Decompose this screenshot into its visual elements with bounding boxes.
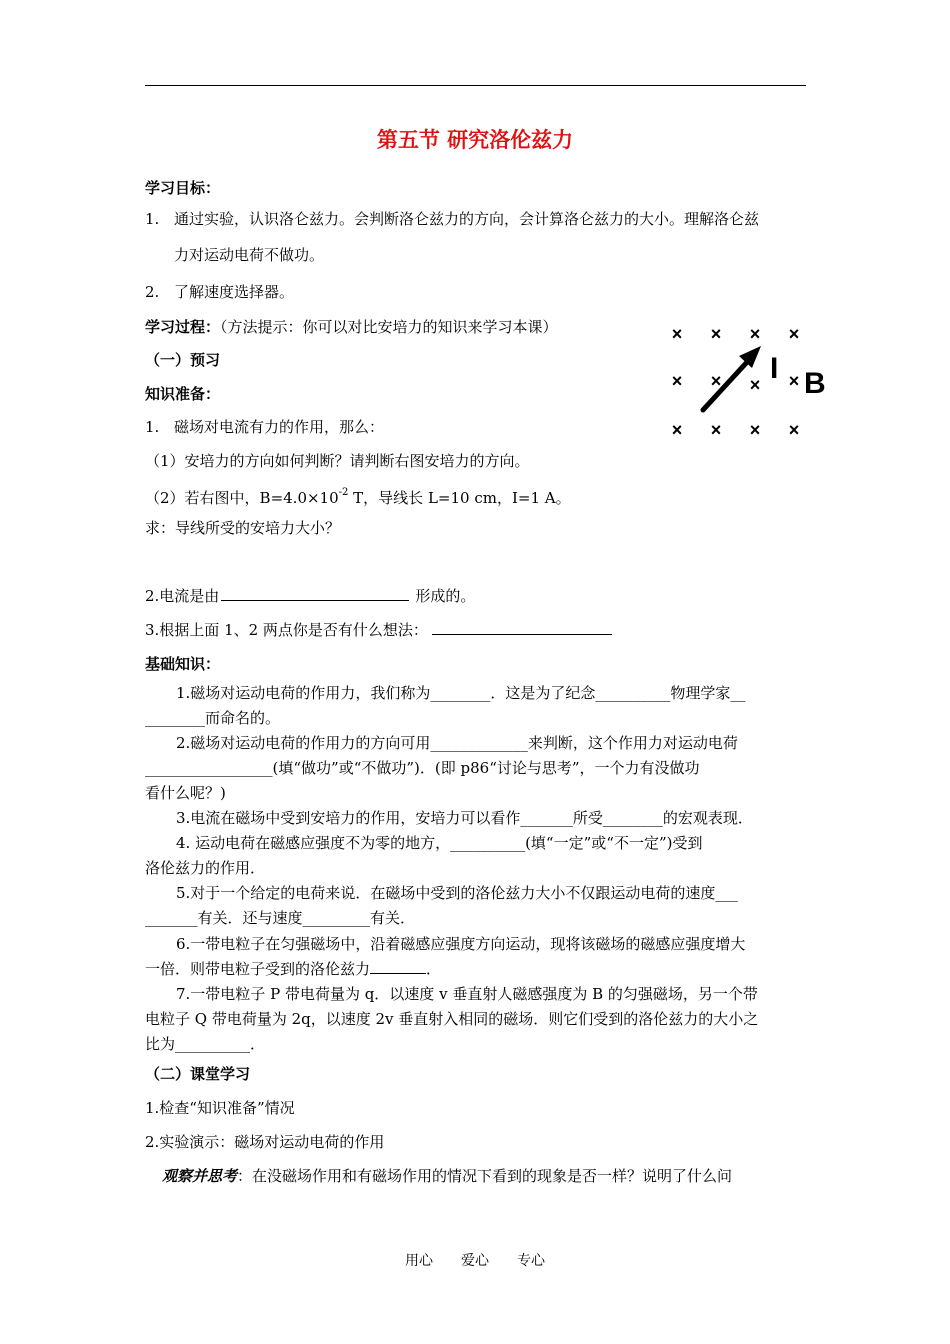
prep-q1b-post: T，导线长 L=10 cm，I=1 A。 xyxy=(348,489,571,507)
prep-q1b-pre: （2）若右图中，B=4.0×10 xyxy=(145,489,339,507)
field-cross-icon: × xyxy=(710,420,722,440)
basics-2-line-3: 看什么呢？) xyxy=(145,784,226,802)
basics-6-line-1: 6.一带电粒子在匀强磁场中，沿着磁感应强度方向运动，现将该磁场的磁感应强度增大 xyxy=(176,935,746,953)
prep-q2-post: 形成的。 xyxy=(415,587,476,605)
basics-6-line-2-pre: 一倍．则带电粒子受到的洛伦兹力 xyxy=(145,960,371,978)
goal-2-number: 2. xyxy=(145,283,160,301)
goals-heading: 学习目标： xyxy=(145,179,221,197)
page-title: 第五节 研究洛伦兹力 xyxy=(376,127,574,152)
footer-word-2: 爱心 xyxy=(461,1253,489,1269)
field-cross-icon: × xyxy=(788,324,800,344)
footer-word-1: 用心 xyxy=(405,1253,433,1269)
field-cross-icon: × xyxy=(788,420,800,440)
prep-q3-blank xyxy=(432,619,612,635)
basics-3: 3.电流在磁场中受到安培力的作用，安培力可以看作_______所受________的宏观表现． xyxy=(176,809,753,827)
goal-1-line-2: 力对运动电荷不做功。 xyxy=(174,246,325,264)
goal-2: 了解速度选择器。 xyxy=(174,283,295,301)
basics-7-line-1: 7.一带电粒子 P 带电荷量为 q．以速度 v 垂直射人磁感强度为 B 的匀强磁场，另一个带 xyxy=(176,985,758,1003)
process-hint: （方法提示：你可以对比安培力的知识来学习本课） xyxy=(220,318,558,336)
field-label: B xyxy=(804,367,826,400)
classroom-item-2: 2.实验演示：磁场对运动电荷的作用 xyxy=(145,1133,385,1151)
prep-q1a: （1）安培力的方向如何判断？请判断右图安培力的方向。 xyxy=(145,452,530,470)
footer-word-3: 专心 xyxy=(517,1253,545,1269)
prep-q2-pre: 2.电流是由 xyxy=(145,587,220,605)
field-cross-icon: × xyxy=(671,324,683,344)
goal-1-line-1: 通过实验，认识洛仑兹力。会判断洛仑兹力的方向，会计算洛仑兹力的大小。理解洛仑兹 xyxy=(174,210,760,228)
preview-heading: （一）预习 xyxy=(145,351,221,369)
basics-1-line-2: ________而命名的。 xyxy=(145,709,281,727)
classroom-item-1: 1.检查“知识准备”情况 xyxy=(145,1099,295,1117)
prep-q2-blank xyxy=(221,585,409,601)
field-cross-icon: × xyxy=(749,375,761,395)
basics-heading: 基础知识： xyxy=(145,655,221,673)
prep-q1b-exponent: -2 xyxy=(338,487,349,498)
process-heading: 学习过程： xyxy=(145,318,221,336)
prep-q3 xyxy=(145,619,612,641)
magnetic-field-figure xyxy=(660,318,840,448)
basics-2-line-1: 2.磁场对运动电荷的作用力的方向可用_____________来判断，这个作用力对运动电荷 xyxy=(176,734,738,752)
prep-q3-text: 3.根据上面 1、2 两点你是否有什么想法： xyxy=(145,621,428,639)
basics-7-line-2: 电粒子 Q 带电荷量为 2q，以速度 2v 垂直射入相同的磁场．则它们受到的洛伦兹力的大小之 xyxy=(145,1010,759,1028)
header-rule xyxy=(145,85,806,86)
basics-5-line-2: _______有关．还与速度_________有关． xyxy=(145,909,416,927)
prep-q1: 磁场对电流有力的作用，那么： xyxy=(174,418,385,436)
field-cross-icon: × xyxy=(749,420,761,440)
field-cross-icon: × xyxy=(671,420,683,440)
prep-q2 xyxy=(145,585,475,607)
basics-4-line-1: 4. 运动电荷在磁感应强度不为零的地方，__________(填“一定”或“不一定”)受到 xyxy=(176,834,703,852)
field-cross-icon: × xyxy=(710,371,722,391)
basics-7-line-3: 比为__________． xyxy=(145,1035,266,1053)
field-cross-icon: × xyxy=(710,324,722,344)
basics-5-line-1: 5.对于一个给定的电荷来说．在磁场中受到的洛伦兹力大小不仅跟运动电荷的速度___ xyxy=(176,884,738,902)
observe-line xyxy=(162,1165,732,1187)
field-cross-icon: × xyxy=(788,371,800,391)
prep-q1b xyxy=(145,484,571,509)
observe-label: 观察并思考 xyxy=(162,1167,238,1185)
field-cross-icon: × xyxy=(671,371,683,391)
basics-6-line-2 xyxy=(145,958,441,980)
page-footer xyxy=(0,1250,950,1270)
process-line xyxy=(145,316,558,338)
prep-heading: 知识准备： xyxy=(145,385,221,403)
basics-6-line-2-post: ． xyxy=(426,960,442,978)
basics-6-blank xyxy=(370,958,426,974)
prep-q1-number: 1. xyxy=(145,418,160,436)
classroom-heading: （二）课堂学习 xyxy=(145,1065,251,1083)
prep-q1c: 求：导线所受的安培力大小？ xyxy=(145,519,341,537)
basics-2-line-2: _________________(填“做功”或“不做功”)．(即 p86“讨论与思考”，一个力有没做功 xyxy=(145,759,700,777)
field-cross-icon: × xyxy=(749,324,761,344)
observe-text: ：在没磁场作用和有磁场作用的情况下看到的现象是否一样？说明了什么问 xyxy=(237,1167,733,1185)
goal-1-number: 1. xyxy=(145,210,160,228)
current-label: I xyxy=(770,352,779,385)
basics-4-line-2: 洛伦兹力的作用． xyxy=(145,859,266,877)
basics-1-line-1: 1.磁场对运动电荷的作用力，我们称为________．这是为了纪念__________物理学家__ xyxy=(176,684,746,702)
